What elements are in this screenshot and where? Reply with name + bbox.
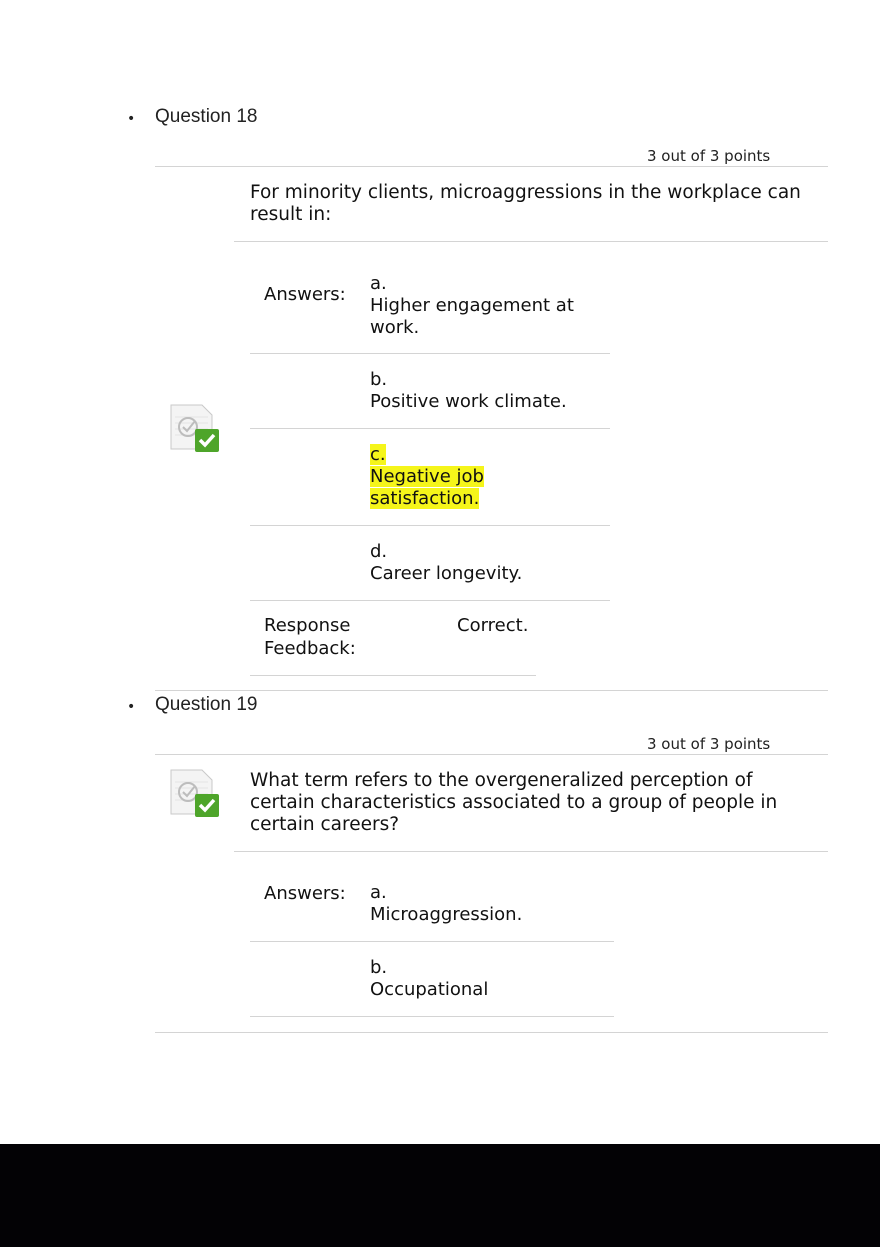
- divider: [234, 851, 828, 852]
- answer-text: Higher engagement at work.: [370, 295, 574, 338]
- answer-text: Occupational: [370, 979, 489, 1000]
- question-text: For minority clients, microaggressions in the workplace can result in:: [250, 182, 801, 225]
- list-bullet: •: [127, 111, 136, 127]
- answer-option-d: [370, 541, 600, 585]
- answer-text: Negative job satisfaction.: [370, 466, 484, 509]
- divider: [155, 690, 828, 691]
- response-feedback-label: Response Feedback:: [264, 615, 356, 659]
- answer-text: Positive work climate.: [370, 391, 567, 412]
- answer-option-a: [370, 882, 610, 926]
- answer-option-b: [370, 369, 600, 413]
- answers-label: Answers:: [264, 284, 346, 305]
- answer-letter: a.: [370, 273, 387, 294]
- divider: [234, 241, 828, 242]
- divider: [250, 353, 610, 354]
- answers-label: Answers:: [264, 883, 346, 904]
- answer-letter: d.: [370, 541, 388, 562]
- list-bullet: •: [127, 699, 136, 715]
- answer-letter: a.: [370, 882, 387, 903]
- divider: [250, 428, 610, 429]
- correct-check-icon: [168, 768, 220, 818]
- answer-letter: b.: [370, 369, 388, 390]
- divider: [250, 941, 614, 942]
- question-text: What term refers to the overgeneralized perception of certain characteristics associated to a group of people in certain careers?: [250, 770, 778, 835]
- answer-option-a: [370, 273, 600, 339]
- answer-letter: c.: [370, 444, 386, 465]
- divider: [155, 1032, 828, 1033]
- answer-option-b: [370, 957, 610, 1001]
- answer-letter: b.: [370, 957, 388, 978]
- divider: [250, 525, 610, 526]
- response-feedback: Correct.: [457, 615, 529, 636]
- divider: [250, 600, 610, 601]
- question-header: Question 19: [155, 694, 258, 715]
- divider: [250, 675, 536, 676]
- page-bottom-blackout: [0, 1144, 880, 1247]
- correct-check-icon: [168, 403, 220, 453]
- points-score: 3 out of 3 points: [647, 735, 771, 753]
- answer-option-c-selected: [370, 444, 500, 510]
- points-score: 3 out of 3 points: [647, 147, 771, 165]
- divider: [155, 754, 828, 755]
- question-header: Question 18: [155, 106, 258, 127]
- answer-text: Microaggression.: [370, 904, 523, 925]
- divider: [250, 1016, 614, 1017]
- divider: [155, 166, 828, 167]
- answer-text: Career longevity.: [370, 563, 523, 584]
